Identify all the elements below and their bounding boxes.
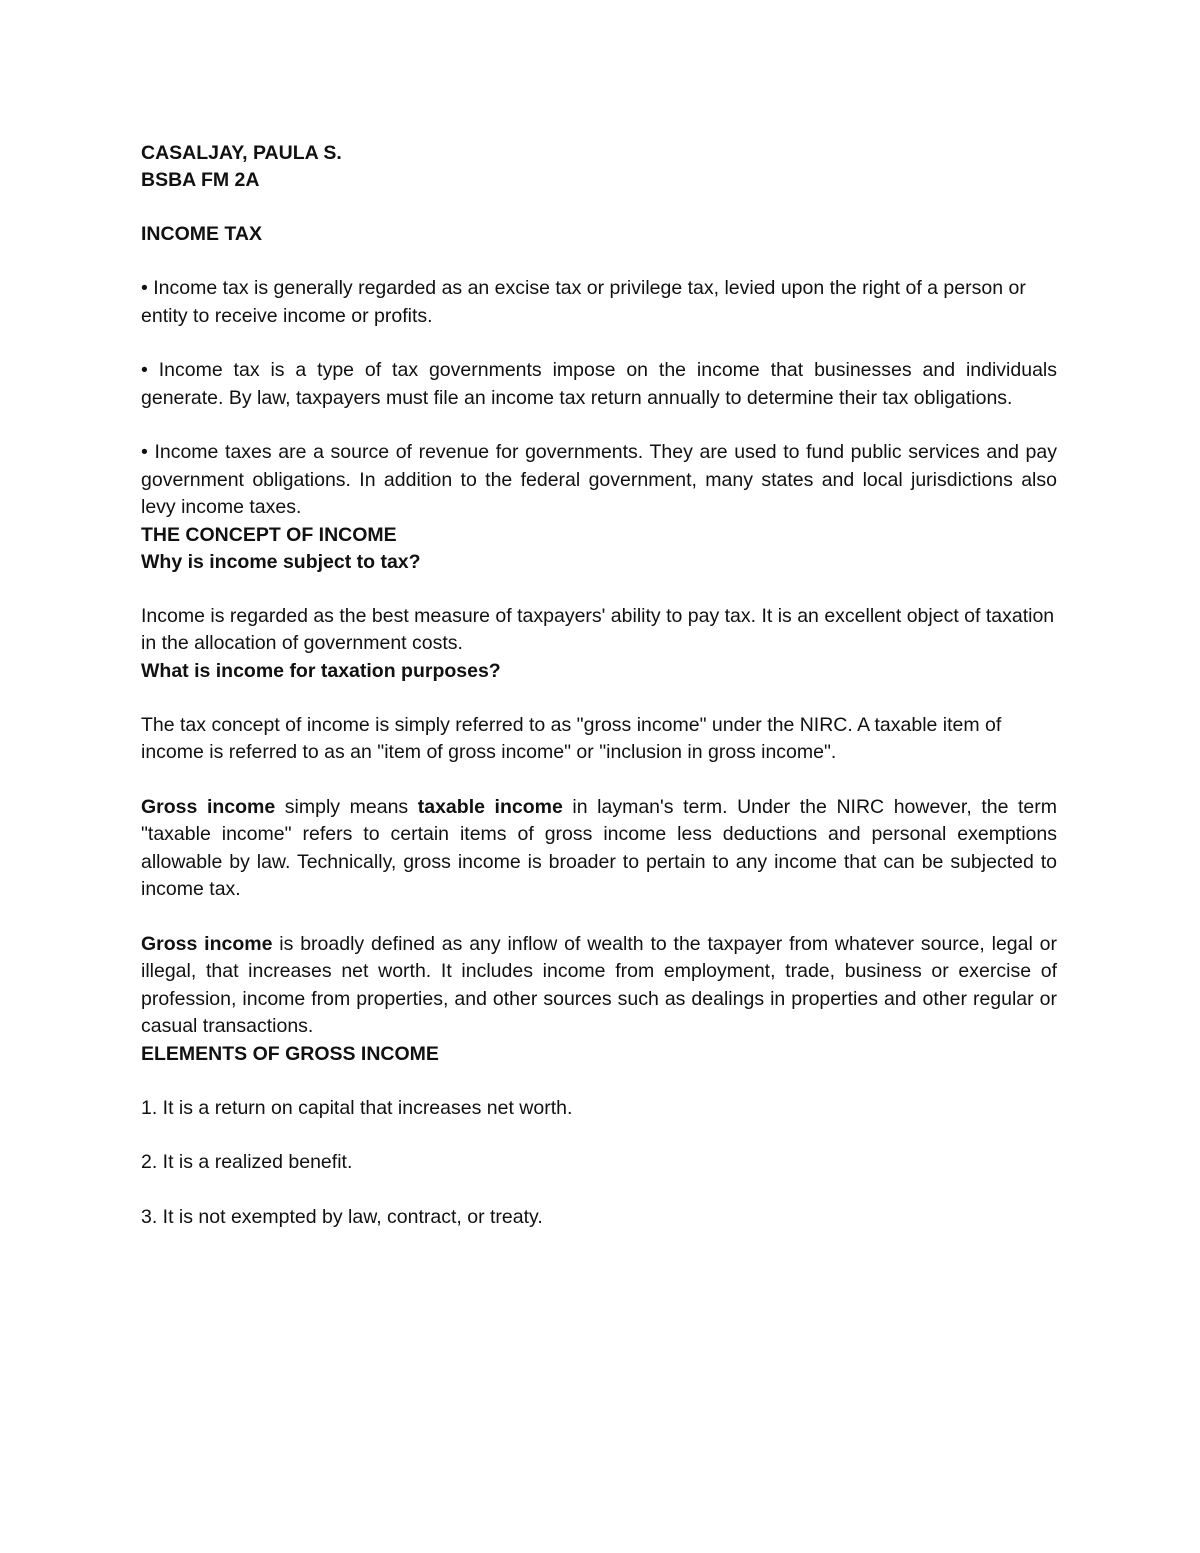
- answer-why-income-taxed: Income is regarded as the best measure of taxpayers' ability to pay tax. It is an excellent object of taxation in the allocation of government costs.: [141, 604, 1055, 654]
- answer-income-for-taxation: The tax concept of income is simply referred to as "gross income" under the NIRC. A taxable item of income is referred to as an "item of gross income" or "inclusion in gross income".: [141, 713, 1002, 763]
- bullet-2: • Income tax is a type of tax governments impose on the income that businesses and individuals generate. By law, taxpayers must file an income tax return annually to determine their tax obligations.: [141, 359, 1057, 409]
- document-page: [141, 140, 1057, 1231]
- student-section: BSBA FM 2A: [141, 169, 260, 191]
- heading-income-tax: INCOME TAX: [141, 223, 262, 245]
- paragraph-text: simply means: [275, 795, 418, 818]
- term-taxable-income: taxable income: [417, 795, 563, 818]
- student-name: CASALJAY, PAULA S.: [141, 142, 342, 164]
- list-item: 1. It is a return on capital that increases net worth.: [141, 1096, 573, 1119]
- paragraph-gross-income-meaning: [141, 794, 1057, 904]
- bullet-1: • Income tax is generally regarded as an excise tax or privilege tax, levied upon the right of a person or entity to receive income or profits.: [141, 277, 1026, 327]
- bullet-3: • Income taxes are a source of revenue for governments. They are used to fund public services and pay government obligations. In addition to the federal government, many states and local jurisdictions also levy income taxes.: [141, 441, 1057, 518]
- list-item: 2. It is a realized benefit.: [141, 1151, 353, 1173]
- term-gross-income: Gross income: [141, 795, 276, 818]
- heading-concept-of-income: THE CONCEPT OF INCOME: [141, 523, 397, 546]
- list-item: 3. It is not exempted by law, contract, or treaty.: [141, 1205, 543, 1228]
- term-gross-income: Gross income: [141, 932, 273, 955]
- paragraph-gross-income-definition: [141, 931, 1057, 1041]
- question-why-income-taxed: Why is income subject to tax?: [141, 550, 421, 573]
- paragraph-text: in layman's term. Under the NIRC however, the term "taxable income" refers to certain items of gross income less deductions and personal exemptions allowable by law. Technically, gross income is broader to pertain to any income that can be subjected to income tax.: [141, 795, 1058, 900]
- heading-elements-of-gross-income: ELEMENTS OF GROSS INCOME: [141, 1042, 439, 1065]
- question-income-for-taxation: What is income for taxation purposes?: [141, 659, 501, 682]
- paragraph-text: is broadly defined as any inflow of wealth to the taxpayer from whatever source, legal or illegal, that increases net worth. It includes income from employment, trade, business or exercise of profession, income from properties, and other sources such as dealings in properties and other regular or casual transactions.: [141, 932, 1057, 1037]
